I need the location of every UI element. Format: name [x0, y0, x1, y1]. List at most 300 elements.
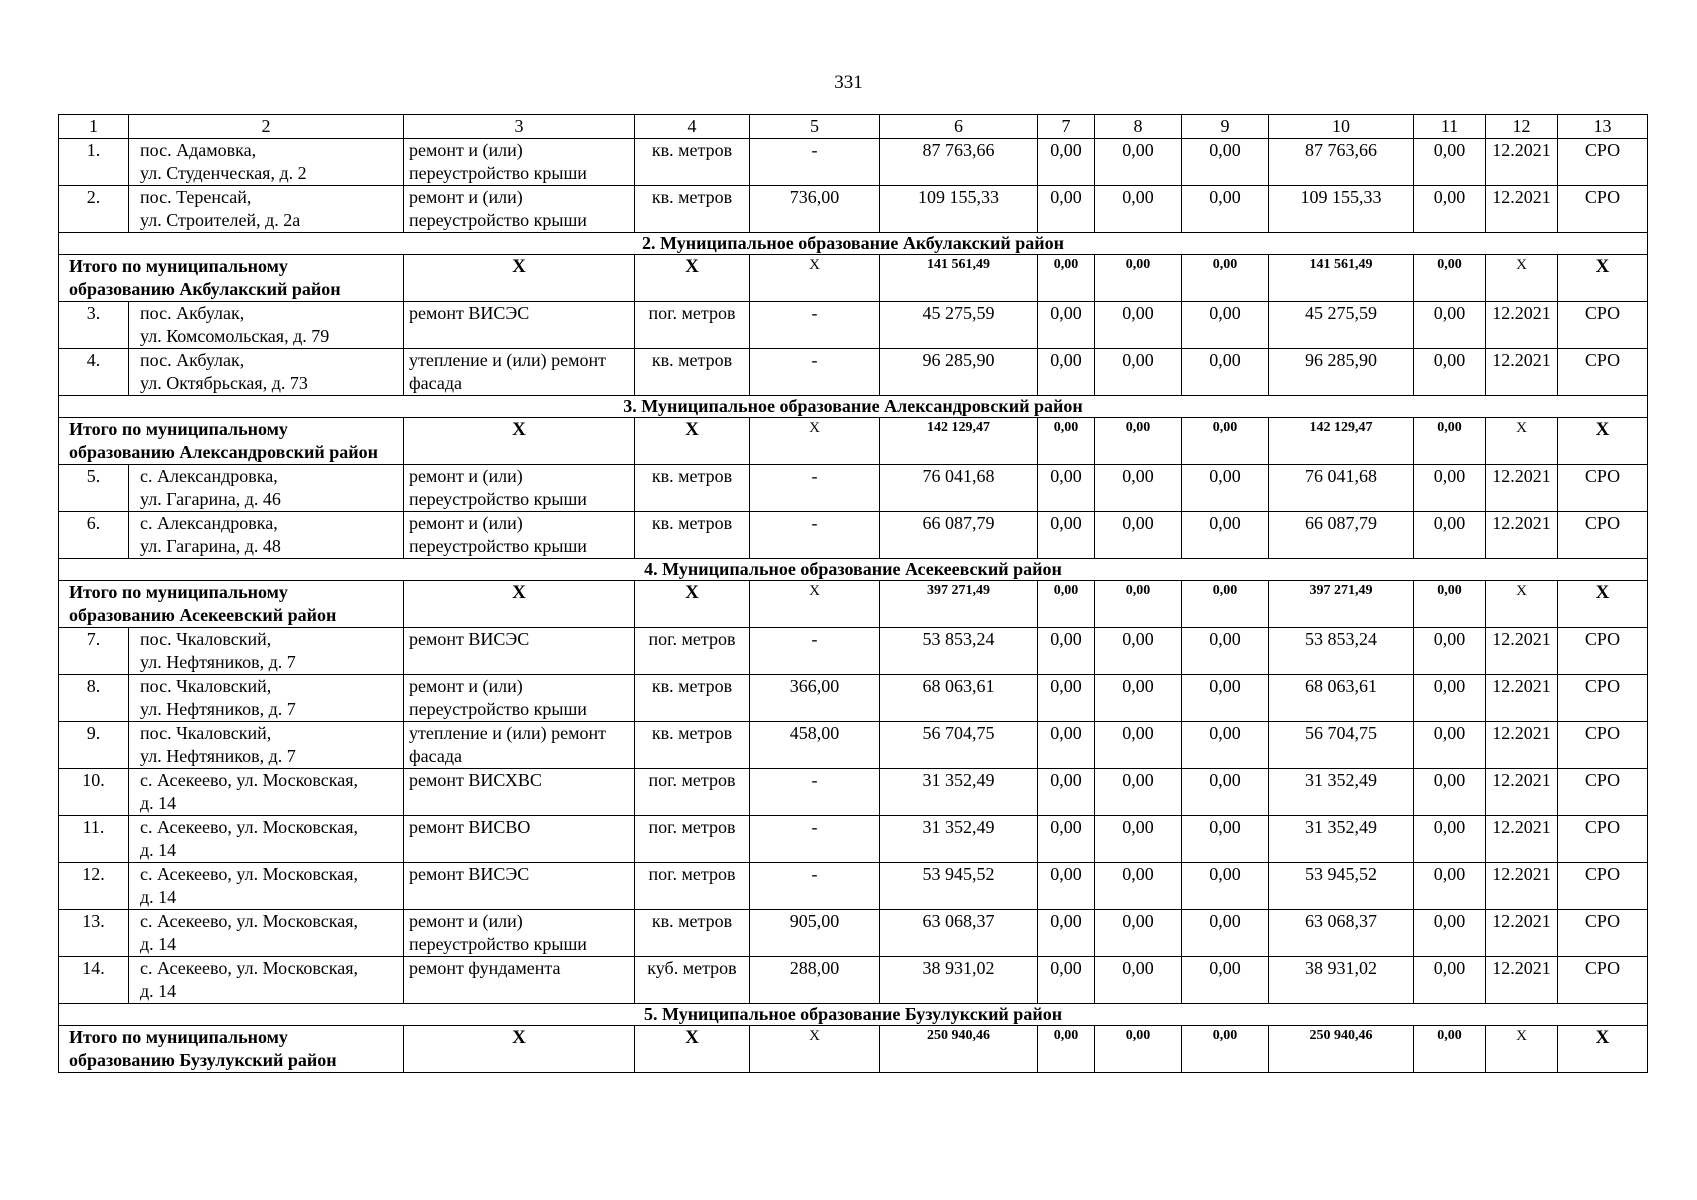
work-type: утепление и (или) ремонт фасада: [404, 722, 635, 769]
address-cell: [129, 769, 404, 816]
section-title: 3. Муниципальное образование Александровский район: [59, 396, 1648, 418]
table-row: [59, 302, 1648, 349]
value-c6: 53 945,52: [880, 863, 1038, 910]
table-row: [59, 139, 1648, 186]
value-c6: 31 352,49: [880, 769, 1038, 816]
x-mark: Х: [635, 581, 750, 628]
x-mark: Х: [1486, 418, 1558, 465]
value-c11: 0,00: [1414, 957, 1486, 1004]
value-c9: 0,00: [1182, 302, 1269, 349]
value-c12: 12.2021: [1486, 186, 1558, 233]
row-number: 1.: [59, 139, 129, 186]
x-mark: Х: [404, 418, 635, 465]
value-c8: 0,00: [1095, 512, 1182, 559]
value-c8: 0,00: [1095, 349, 1182, 396]
value-c7: 0,00: [1038, 957, 1095, 1004]
work-type: ремонт и (или) переустройство крыши: [404, 512, 635, 559]
page-number: 331: [834, 72, 863, 93]
address-line-1: с. Александровка,: [140, 513, 278, 533]
value-c5: -: [750, 816, 880, 863]
x-mark: Х: [1558, 1026, 1648, 1073]
total-value-c9: 0,00: [1182, 1026, 1269, 1073]
column-number: 1: [59, 115, 129, 139]
address-cell: [129, 302, 404, 349]
value-c12: 12.2021: [1486, 139, 1558, 186]
value-c6: 68 063,61: [880, 675, 1038, 722]
work-type: ремонт ВИСХВС: [404, 769, 635, 816]
address-line-1: с. Александровка,: [140, 466, 278, 486]
address-cell: [129, 186, 404, 233]
total-value-c8: 0,00: [1095, 255, 1182, 302]
total-value-c8: 0,00: [1095, 418, 1182, 465]
method: СРО: [1558, 349, 1648, 396]
address-line-2: д. 14: [140, 887, 177, 907]
value-c6: 96 285,90: [880, 349, 1038, 396]
work-type: ремонт ВИСЭС: [404, 863, 635, 910]
total-value-c10: 141 561,49: [1269, 255, 1414, 302]
value-c9: 0,00: [1182, 512, 1269, 559]
value-c11: 0,00: [1414, 628, 1486, 675]
value-c11: 0,00: [1414, 910, 1486, 957]
value-c7: 0,00: [1038, 512, 1095, 559]
address-line-2: ул. Нефтяников, д. 7: [140, 746, 296, 766]
x-mark: Х: [1486, 581, 1558, 628]
value-c6: 63 068,37: [880, 910, 1038, 957]
row-number: 7.: [59, 628, 129, 675]
value-c12: 12.2021: [1486, 722, 1558, 769]
value-c6: 56 704,75: [880, 722, 1038, 769]
unit: пог. метров: [635, 863, 750, 910]
value-c11: 0,00: [1414, 512, 1486, 559]
column-number: 8: [1095, 115, 1182, 139]
value-c12: 12.2021: [1486, 816, 1558, 863]
total-label: Итого по муниципальному образованию Асекеевский район: [59, 581, 404, 628]
section-header-row: [59, 559, 1648, 581]
value-c9: 0,00: [1182, 910, 1269, 957]
total-value-c11: 0,00: [1414, 581, 1486, 628]
unit: кв. метров: [635, 910, 750, 957]
row-number: 10.: [59, 769, 129, 816]
value-c10: 87 763,66: [1269, 139, 1414, 186]
value-c12: 12.2021: [1486, 863, 1558, 910]
value-c8: 0,00: [1095, 910, 1182, 957]
column-number: 2: [129, 115, 404, 139]
value-c11: 0,00: [1414, 769, 1486, 816]
value-c10: 68 063,61: [1269, 675, 1414, 722]
x-mark: Х: [404, 255, 635, 302]
value-c10: 53 945,52: [1269, 863, 1414, 910]
value-c5: -: [750, 465, 880, 512]
table-row: [59, 910, 1648, 957]
value-c10: 109 155,33: [1269, 186, 1414, 233]
value-c10: 76 041,68: [1269, 465, 1414, 512]
section-title: 5. Муниципальное образование Бузулукский район: [59, 1004, 1648, 1026]
unit: пог. метров: [635, 628, 750, 675]
column-number: 11: [1414, 115, 1486, 139]
value-c8: 0,00: [1095, 675, 1182, 722]
unit: кв. метров: [635, 512, 750, 559]
value-c5: -: [750, 769, 880, 816]
value-c8: 0,00: [1095, 957, 1182, 1004]
total-value-c11: 0,00: [1414, 1026, 1486, 1073]
table-row: [59, 349, 1648, 396]
total-value-c7: 0,00: [1038, 255, 1095, 302]
value-c7: 0,00: [1038, 769, 1095, 816]
unit: кв. метров: [635, 675, 750, 722]
value-c12: 12.2021: [1486, 675, 1558, 722]
value-c8: 0,00: [1095, 863, 1182, 910]
value-c10: 53 853,24: [1269, 628, 1414, 675]
total-value-c9: 0,00: [1182, 581, 1269, 628]
total-label: Итого по муниципальному образованию Бузулукский район: [59, 1026, 404, 1073]
total-row: [59, 1026, 1648, 1073]
method: СРО: [1558, 816, 1648, 863]
value-c7: 0,00: [1038, 465, 1095, 512]
address-line-2: ул. Нефтяников, д. 7: [140, 652, 296, 672]
table-row: [59, 957, 1648, 1004]
value-c10: 31 352,49: [1269, 769, 1414, 816]
value-c6: 109 155,33: [880, 186, 1038, 233]
address-cell: [129, 863, 404, 910]
value-c7: 0,00: [1038, 628, 1095, 675]
value-c8: 0,00: [1095, 465, 1182, 512]
column-number: 9: [1182, 115, 1269, 139]
section-header-row: [59, 396, 1648, 418]
table-row: [59, 186, 1648, 233]
address-line-1: пос. Акбулак,: [140, 303, 245, 323]
row-number: 11.: [59, 816, 129, 863]
column-number: 4: [635, 115, 750, 139]
total-value-c6: 142 129,47: [880, 418, 1038, 465]
unit: куб. метров: [635, 957, 750, 1004]
method: СРО: [1558, 139, 1648, 186]
unit: кв. метров: [635, 186, 750, 233]
value-c12: 12.2021: [1486, 349, 1558, 396]
table-row: [59, 512, 1648, 559]
column-number: 12: [1486, 115, 1558, 139]
x-mark: Х: [1486, 255, 1558, 302]
x-mark: Х: [750, 255, 880, 302]
x-mark: Х: [750, 1026, 880, 1073]
value-c11: 0,00: [1414, 465, 1486, 512]
value-c7: 0,00: [1038, 816, 1095, 863]
total-value-c10: 142 129,47: [1269, 418, 1414, 465]
work-type: ремонт ВИСВО: [404, 816, 635, 863]
row-number: 13.: [59, 910, 129, 957]
unit: пог. метров: [635, 302, 750, 349]
section-header-row: [59, 233, 1648, 255]
value-c9: 0,00: [1182, 349, 1269, 396]
total-label: Итого по муниципальному образованию Акбулакский район: [59, 255, 404, 302]
unit: пог. метров: [635, 769, 750, 816]
value-c7: 0,00: [1038, 910, 1095, 957]
total-value-c9: 0,00: [1182, 418, 1269, 465]
work-type: ремонт и (или) переустройство крыши: [404, 465, 635, 512]
address-line-1: с. Асекеево, ул. Московская,: [140, 770, 359, 790]
value-c11: 0,00: [1414, 816, 1486, 863]
total-value-c10: 397 271,49: [1269, 581, 1414, 628]
value-c7: 0,00: [1038, 186, 1095, 233]
address-line-2: д. 14: [140, 840, 177, 860]
value-c10: 56 704,75: [1269, 722, 1414, 769]
work-type: ремонт и (или) переустройство крыши: [404, 675, 635, 722]
column-number: 5: [750, 115, 880, 139]
address-line-2: ул. Строителей, д. 2а: [140, 210, 301, 230]
value-c11: 0,00: [1414, 186, 1486, 233]
total-value-c9: 0,00: [1182, 255, 1269, 302]
value-c6: 53 853,24: [880, 628, 1038, 675]
value-c5: 366,00: [750, 675, 880, 722]
value-c10: 66 087,79: [1269, 512, 1414, 559]
address-cell: [129, 910, 404, 957]
x-mark: Х: [635, 1026, 750, 1073]
value-c12: 12.2021: [1486, 910, 1558, 957]
address-line-1: с. Асекеево, ул. Московская,: [140, 911, 359, 931]
value-c8: 0,00: [1095, 769, 1182, 816]
total-value-c7: 0,00: [1038, 1026, 1095, 1073]
address-line-1: пос. Акбулак,: [140, 350, 245, 370]
value-c6: 38 931,02: [880, 957, 1038, 1004]
value-c5: 905,00: [750, 910, 880, 957]
method: СРО: [1558, 910, 1648, 957]
method: СРО: [1558, 863, 1648, 910]
value-c5: -: [750, 349, 880, 396]
row-number: 14.: [59, 957, 129, 1004]
value-c5: -: [750, 302, 880, 349]
value-c6: 31 352,49: [880, 816, 1038, 863]
total-row: [59, 581, 1648, 628]
table-row: [59, 863, 1648, 910]
table-row: [59, 628, 1648, 675]
value-c10: 45 275,59: [1269, 302, 1414, 349]
value-c12: 12.2021: [1486, 957, 1558, 1004]
x-mark: Х: [635, 255, 750, 302]
total-value-c8: 0,00: [1095, 1026, 1182, 1073]
value-c9: 0,00: [1182, 863, 1269, 910]
address-line-1: пос. Чкаловский,: [140, 676, 272, 696]
value-c9: 0,00: [1182, 465, 1269, 512]
address-line-2: ул. Гагарина, д. 46: [140, 489, 281, 509]
x-mark: Х: [1558, 418, 1648, 465]
value-c12: 12.2021: [1486, 302, 1558, 349]
x-mark: Х: [404, 1026, 635, 1073]
value-c9: 0,00: [1182, 957, 1269, 1004]
value-c12: 12.2021: [1486, 628, 1558, 675]
column-number: 7: [1038, 115, 1095, 139]
value-c11: 0,00: [1414, 863, 1486, 910]
work-type: ремонт и (или) переустройство крыши: [404, 910, 635, 957]
capital-repair-table: [58, 114, 1648, 1073]
total-value-c7: 0,00: [1038, 418, 1095, 465]
row-number: 12.: [59, 863, 129, 910]
value-c8: 0,00: [1095, 186, 1182, 233]
value-c7: 0,00: [1038, 722, 1095, 769]
value-c6: 66 087,79: [880, 512, 1038, 559]
address-line-1: пос. Адамовка,: [140, 140, 257, 160]
value-c6: 45 275,59: [880, 302, 1038, 349]
address-line-1: с. Асекеево, ул. Московская,: [140, 864, 359, 884]
value-c11: 0,00: [1414, 722, 1486, 769]
value-c9: 0,00: [1182, 139, 1269, 186]
value-c5: 288,00: [750, 957, 880, 1004]
value-c8: 0,00: [1095, 722, 1182, 769]
x-mark: Х: [1558, 255, 1648, 302]
value-c11: 0,00: [1414, 349, 1486, 396]
row-number: 2.: [59, 186, 129, 233]
section-title: 4. Муниципальное образование Асекеевский район: [59, 559, 1648, 581]
value-c6: 76 041,68: [880, 465, 1038, 512]
address-line-1: с. Асекеево, ул. Московская,: [140, 958, 359, 978]
unit: кв. метров: [635, 722, 750, 769]
row-number: 5.: [59, 465, 129, 512]
table-row: [59, 769, 1648, 816]
address-line-1: пос. Чкаловский,: [140, 723, 272, 743]
total-value-c6: 397 271,49: [880, 581, 1038, 628]
work-type: ремонт и (или) переустройство крыши: [404, 139, 635, 186]
total-row: [59, 255, 1648, 302]
value-c5: -: [750, 628, 880, 675]
unit: пог. метров: [635, 816, 750, 863]
address-line-2: ул. Нефтяников, д. 7: [140, 699, 296, 719]
row-number: 8.: [59, 675, 129, 722]
value-c12: 12.2021: [1486, 769, 1558, 816]
value-c10: 38 931,02: [1269, 957, 1414, 1004]
row-number: 3.: [59, 302, 129, 349]
address-cell: [129, 628, 404, 675]
method: СРО: [1558, 302, 1648, 349]
unit: кв. метров: [635, 465, 750, 512]
section-title: 2. Муниципальное образование Акбулакский район: [59, 233, 1648, 255]
total-value-c11: 0,00: [1414, 418, 1486, 465]
address-line-1: с. Асекеево, ул. Московская,: [140, 817, 359, 837]
x-mark: Х: [1486, 1026, 1558, 1073]
total-label: Итого по муниципальному образованию Александровский район: [59, 418, 404, 465]
address-cell: [129, 512, 404, 559]
address-line-2: д. 14: [140, 981, 177, 1001]
address-cell: [129, 465, 404, 512]
value-c6: 87 763,66: [880, 139, 1038, 186]
row-number: 4.: [59, 349, 129, 396]
address-line-2: ул. Октябрьская, д. 73: [140, 373, 308, 393]
value-c11: 0,00: [1414, 139, 1486, 186]
value-c5: -: [750, 863, 880, 910]
value-c8: 0,00: [1095, 139, 1182, 186]
column-number: 13: [1558, 115, 1648, 139]
total-value-c8: 0,00: [1095, 581, 1182, 628]
method: СРО: [1558, 769, 1648, 816]
unit: кв. метров: [635, 139, 750, 186]
value-c8: 0,00: [1095, 302, 1182, 349]
method: СРО: [1558, 465, 1648, 512]
value-c7: 0,00: [1038, 349, 1095, 396]
x-mark: Х: [750, 418, 880, 465]
value-c9: 0,00: [1182, 675, 1269, 722]
value-c10: 96 285,90: [1269, 349, 1414, 396]
section-header-row: [59, 1004, 1648, 1026]
method: СРО: [1558, 628, 1648, 675]
table-row: [59, 722, 1648, 769]
table-row: [59, 465, 1648, 512]
value-c7: 0,00: [1038, 675, 1095, 722]
total-value-c6: 250 940,46: [880, 1026, 1038, 1073]
method: СРО: [1558, 675, 1648, 722]
column-number: 3: [404, 115, 635, 139]
address-cell: [129, 675, 404, 722]
value-c9: 0,00: [1182, 816, 1269, 863]
x-mark: Х: [635, 418, 750, 465]
total-value-c7: 0,00: [1038, 581, 1095, 628]
value-c12: 12.2021: [1486, 512, 1558, 559]
address-line-2: ул. Студенческая, д. 2: [140, 163, 307, 183]
value-c11: 0,00: [1414, 675, 1486, 722]
row-number: 9.: [59, 722, 129, 769]
total-value-c11: 0,00: [1414, 255, 1486, 302]
value-c10: 31 352,49: [1269, 816, 1414, 863]
work-type: ремонт фундамента: [404, 957, 635, 1004]
table-row: [59, 816, 1648, 863]
column-number: 10: [1269, 115, 1414, 139]
method: СРО: [1558, 722, 1648, 769]
value-c8: 0,00: [1095, 816, 1182, 863]
value-c5: 458,00: [750, 722, 880, 769]
work-type: ремонт ВИСЭС: [404, 628, 635, 675]
value-c7: 0,00: [1038, 863, 1095, 910]
address-line-2: д. 14: [140, 934, 177, 954]
row-number: 6.: [59, 512, 129, 559]
value-c5: 736,00: [750, 186, 880, 233]
value-c5: -: [750, 512, 880, 559]
x-mark: Х: [404, 581, 635, 628]
table-row: [59, 675, 1648, 722]
column-number-row: [59, 115, 1648, 139]
work-type: ремонт и (или) переустройство крыши: [404, 186, 635, 233]
address-cell: [129, 139, 404, 186]
total-value-c10: 250 940,46: [1269, 1026, 1414, 1073]
address-line-2: ул. Гагарина, д. 48: [140, 536, 281, 556]
value-c5: -: [750, 139, 880, 186]
value-c8: 0,00: [1095, 628, 1182, 675]
value-c7: 0,00: [1038, 302, 1095, 349]
value-c10: 63 068,37: [1269, 910, 1414, 957]
work-type: ремонт ВИСЭС: [404, 302, 635, 349]
address-cell: [129, 722, 404, 769]
total-row: [59, 418, 1648, 465]
unit: кв. метров: [635, 349, 750, 396]
value-c7: 0,00: [1038, 139, 1095, 186]
value-c9: 0,00: [1182, 186, 1269, 233]
address-cell: [129, 816, 404, 863]
address-line-1: пос. Чкаловский,: [140, 629, 272, 649]
address-line-1: пос. Теренсай,: [140, 187, 252, 207]
value-c9: 0,00: [1182, 722, 1269, 769]
value-c9: 0,00: [1182, 628, 1269, 675]
column-number: 6: [880, 115, 1038, 139]
work-type: утепление и (или) ремонт фасада: [404, 349, 635, 396]
x-mark: Х: [1558, 581, 1648, 628]
value-c11: 0,00: [1414, 302, 1486, 349]
total-value-c6: 141 561,49: [880, 255, 1038, 302]
value-c12: 12.2021: [1486, 465, 1558, 512]
value-c9: 0,00: [1182, 769, 1269, 816]
address-cell: [129, 957, 404, 1004]
address-line-2: ул. Комсомольская, д. 79: [140, 326, 330, 346]
address-line-2: д. 14: [140, 793, 177, 813]
x-mark: Х: [750, 581, 880, 628]
address-cell: [129, 349, 404, 396]
method: СРО: [1558, 957, 1648, 1004]
method: СРО: [1558, 512, 1648, 559]
method: СРО: [1558, 186, 1648, 233]
